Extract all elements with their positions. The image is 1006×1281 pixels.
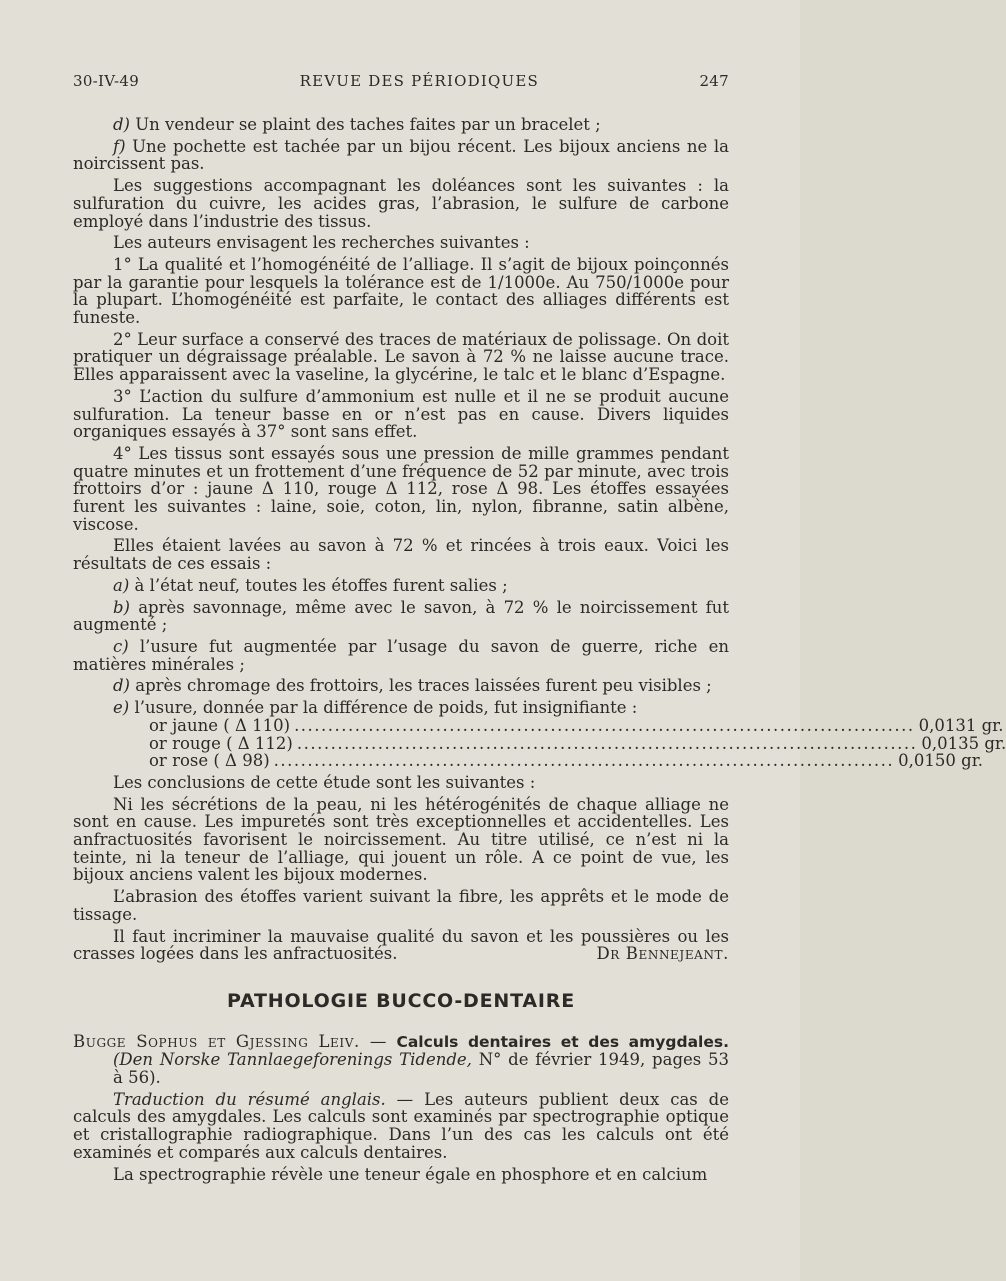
list-item: a) à l’état neuf, toutes les étoffes furent salies ; [113,575,508,595]
paragraph: Ni les sécrétions de la peau, ni les hétérogénités de chaque alliage ne sont en cause. Les impuretés sont très exceptionnelles et accidentelles. Les anfractuosités favorisent le noircissement. Au titre utilisé, ce n’est ni la teinte, ni la teneur de l’alliage, qui jouent un rôle. A ce point de vue, les bijoux anciens valent les bijoux modernes. [73,794,729,885]
paragraph: La spectrographie révèle une teneur égale en phosphore et en calcium [113,1164,708,1184]
paragraph: Les auteurs envisagent les recherches suivantes : [113,233,530,253]
page-number: 247 [699,72,729,90]
list-item: b) après savonnage, même avec le savon, à 72 % le noircissement fut augmenté ; [73,597,730,635]
paragraph: Elles étaient lavées au savon à 72 % et rincées à trois eaux. Voici les résultats de ces essais : [73,536,729,574]
paragraph: 2° Leur surface a conservé des traces de matériaux de polissage. On doit pratiquer un dégraissage préalable. Le savon à 72 % ne laisse aucune trace. Elles apparaissent avec la vaseline, la glycérine, le talc et le blanc d’Espagne. [73,329,729,385]
signature: Dr Bennejeant. [596,944,729,964]
table-row: or rouge ( Δ 112) ............................................................................................ 0,0135 gr. [149,733,1006,753]
paragraph: Les suggestions accompagnant les doléances sont les suivantes : la sulfuration du cuivre, les acides gras, l’abrasion, le sulfure de carbone employé dans l’industrie des tissus. [73,176,729,231]
paragraph: Il faut incriminer la mauvaise qualité du savon et les poussières ou les crasses logées dans les anfractuosités. Dr Bennejeant. [73,926,729,964]
list-item: d) après chromage des frottoirs, les traces laissées furent peu visibles ; [113,676,712,696]
paragraph: Traduction du résumé anglais. — Les auteurs publient deux cas de calculs des amygdales. Les calculs sont examinés par spectrographie optique et cristallographie radiographique. Dans l’un des cas les calculs ont été examinés et comparés aux calculs dentaires. [73,1089,729,1162]
weight-table [149,715,1006,771]
list-item: c) l’usure fut augmentée par l’usage du savon de guerre, riche en matières minérales ; [73,636,729,674]
list-item: f) Une pochette est tachée par un bijou récent. Les bijoux anciens ne la noircissent pas. [73,136,729,174]
paragraph: L’abrasion des étoffes varient suivant la fibre, les apprêts et le mode de tissage. [73,887,729,924]
reference: Bugge Sophus et Gjessing Leiv. — Calculs dentaires et des amygdales. (Den Norske Tannlaegeforenings Tidende, N° de février 1949, pages 53 à 56). [73,1031,729,1088]
table-row: or rose ( Δ 98) ............................................................................................ 0,0150 gr. [149,751,984,771]
header-date: 30-IV-49 [73,72,140,90]
running-header [73,72,729,90]
section-heading: PATHOLOGIE BUCCO-DENTAIRE [227,989,575,1012]
table-row: or jaune ( Δ 110) ............................................................................................ 0,0131 gr. [149,715,1004,735]
list-item: d) Un vendeur se plaint des taches faites par un bracelet ; [113,115,601,134]
paragraph: 3° L’action du sulfure d’ammonium est nulle et il ne se produit aucune sulfuration. La teneur basse en or n’est pas en cause. Divers liquides organiques essayés à 37° sont sans effet. [73,386,729,442]
list-item: e) l’usure, donnée par la différence de poids, fut insignifiante : [113,698,638,718]
paragraph: 1° La qualité et l’homogénéité de l’alliage. Il s’agit de bijoux poinçonnés par la garantie pour lesquels la tolérance est de 1/1000e. Au 750/1000e pour la plupart. L’homogénéité est parfaite, le contact des alliages différents est funeste. [73,254,729,328]
body-text [73,115,1006,1187]
paragraph: 4° Les tissus sont essayés sous une pression de mille grammes pendant quatre minutes et un frottement d’une fréquence de 52 par minute, avec trois frottoirs d’or : jaune Δ 110, rouge Δ 112, rose Δ 98. Les étoffes essayées furent les suivantes : laine, soie, coton, lin, nylon, fibranne, satin albène, viscose. [73,443,729,534]
header-title: REVUE DES PÉRIODIQUES [299,72,539,90]
paragraph: Les conclusions de cette étude sont les suivantes : [113,772,536,792]
